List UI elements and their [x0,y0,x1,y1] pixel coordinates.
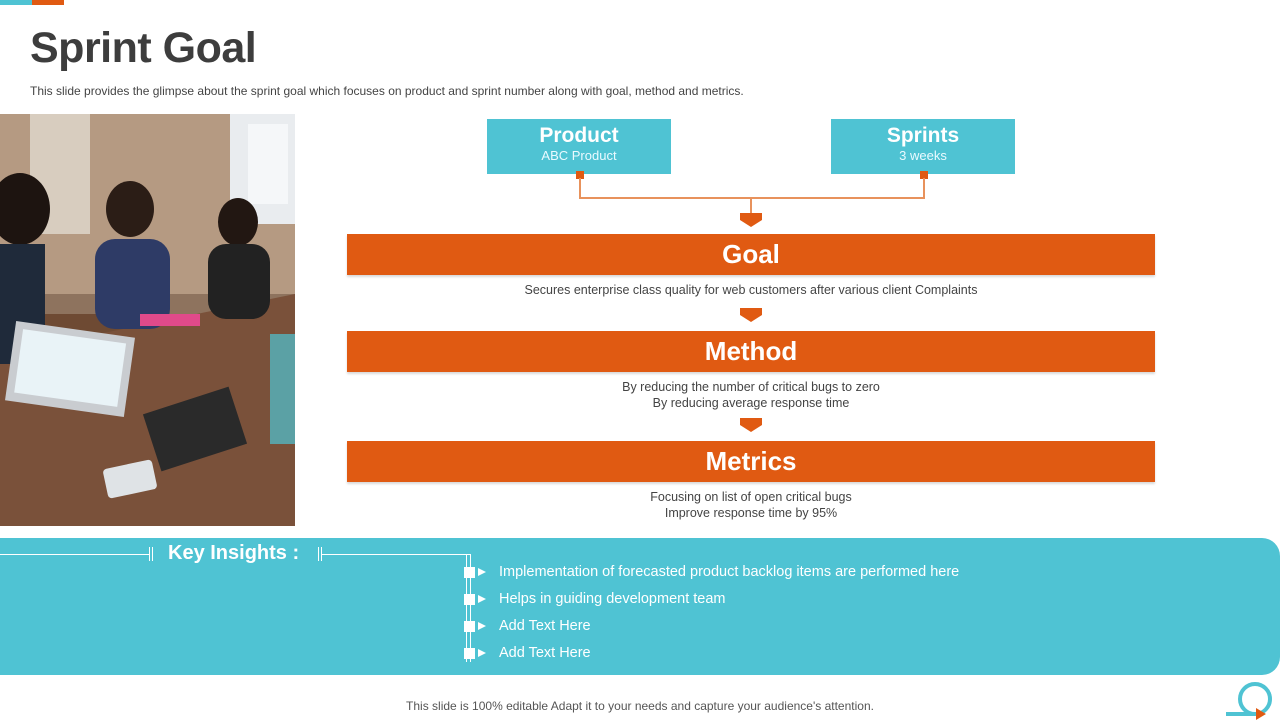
insight-text: Add Text Here [499,618,591,634]
goal-description [347,282,1155,298]
insights-title-rule [321,554,471,555]
product-box [487,119,671,174]
bullet-square-icon [464,594,475,605]
accent-bar-orange [32,0,64,5]
connector-line [750,197,752,213]
connector-line [923,178,925,198]
metrics-description [347,489,1155,521]
insights-title-rule [152,547,153,561]
bullet-square-icon [464,621,475,632]
insight-text: Add Text Here [499,645,591,661]
method-bar: Method [347,331,1155,372]
bullet-square-icon [464,648,475,659]
method-description-line: By reducing the number of critical bugs to zero [622,380,880,394]
connector-line [579,178,581,198]
metrics-description-line: Focusing on list of open critical bugs [650,490,852,504]
accent-bar-teal [0,0,32,5]
insights-title-rule [0,554,150,555]
product-box-value: ABC Product [541,148,617,163]
insights-title-rule [318,547,319,561]
slide-subtitle: This slide provides the glimpse about the sprint goal which focuses on product and sprint number along with goal, method and metrics. [30,84,744,98]
insight-text: Helps in guiding development team [499,591,726,607]
insights-title-rule [149,547,150,561]
insight-text: Implementation of forecasted product backlog items are performed here [499,564,960,580]
footer-note: This slide is 100% editable Adapt it to your needs and capture your audience's attention. [406,699,874,713]
chevron-down-icon [740,213,762,227]
chevron-down-icon [740,308,762,322]
product-box-title: Product [539,124,619,147]
sprints-box-title: Sprints [886,124,960,147]
metrics-bar: Metrics [347,441,1155,482]
meeting-photo [0,114,295,526]
method-description-line: By reducing average response time [652,396,850,410]
arrow-right-icon [478,595,486,603]
arrow-right-icon [478,568,486,576]
key-insights-panel [0,538,1280,675]
refresh-loop-icon [1226,680,1276,720]
method-description [347,379,1155,411]
goal-bar: Goal [347,234,1155,275]
chevron-down-icon [740,418,762,432]
sprints-box-value: 3 weeks [899,148,947,163]
sprints-box [831,119,1015,174]
arrow-right-icon [478,649,486,657]
slide-title: Sprint Goal [30,24,257,72]
bullet-square-icon [464,567,475,578]
key-insights-title: Key Insights : [168,542,300,564]
connector-line [579,197,925,199]
arrow-right-icon [478,622,486,630]
metrics-description-line: Improve response time by 95% [664,506,838,520]
goal-description-line: Secures enterprise class quality for web customers after various client Complaints [524,283,978,297]
